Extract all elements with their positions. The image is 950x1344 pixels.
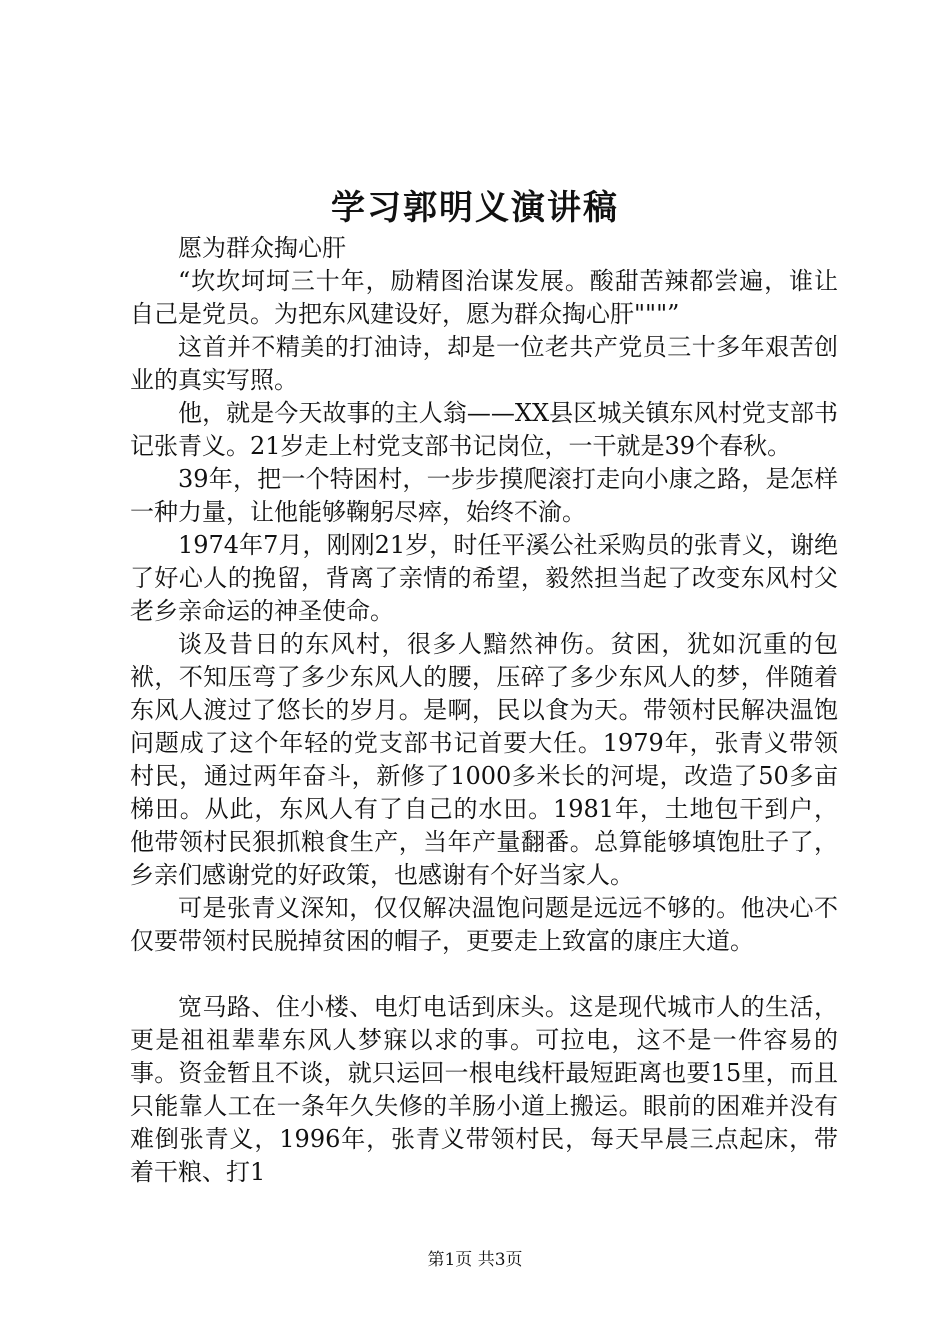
paragraph: “坎坎坷坷三十年，励精图治谋发展。酸甜苦辣都尝遍，谁让自己是党员。为把东风建设好，愿为群众掏心肝"""”: [130, 267, 838, 328]
paragraph: 愿为群众掏心肝: [178, 234, 346, 262]
document-body: [130, 232, 838, 1189]
document-title: 学习郭明义演讲稿: [331, 188, 619, 228]
paragraph: 他，就是今天故事的主人翁——XX县区城关镇东风村党支部书记张青义。21岁走上村党支部书记岗位，一干就是39个春秋。: [130, 399, 838, 460]
paragraph: 这首并不精美的打油诗，却是一位老共产党员三十多年艰苦创业的真实写照。: [130, 333, 838, 394]
page-number-footer: 第1页 共3页: [427, 1250, 523, 1270]
paragraph: 39年，把一个特困村，一步步摸爬滚打走向小康之路，是怎样一种力量，让他能够鞠躬尽瘁，始终不渝。: [130, 465, 838, 526]
paragraph: 谈及昔日的东风村，很多人黯然神伤。贫困，犹如沉重的包袱，不知压弯了多少东风人的腰，压碎了多少东风人的梦，伴随着东风人渡过了悠长的岁月。是啊，民以食为天。带领村民解决温饱问题成了这个年轻的党支部书记首要大任。1979年，张青义带领村民，通过两年奋斗，新修了1000多米长的河堤，改造了50多亩梯田。从此，东风人有了自己的水田。1981年，土地包干到户，他带领村民狠抓粮食生产，当年产量翻番。总算能够填饱肚子了，乡亲们感谢党的好政策，也感谢有个好当家人。: [130, 630, 838, 889]
paragraph: 1974年7月，刚刚21岁，时任平溪公社采购员的张青义，谢绝了好心人的挽留，背离了亲情的希望，毅然担当起了改变东风村父老乡亲命运的神圣使命。: [130, 531, 838, 625]
paragraph: 宽马路、住小楼、电灯电话到床头。这是现代城市人的生活，更是祖祖辈辈东风人梦寐以求的事。可拉电，这不是一件容易的事。资金暂且不谈，就只运回一根电线杆最短距离也要15里，而且只能靠人工在一条年久失修的羊肠小道上搬运。眼前的困难并没有难倒张青义，1996年，张青义带领村民，每天早晨三点起床，带着干粮、打1: [130, 993, 838, 1186]
paragraph: 可是张青义深知，仅仅解决温饱问题是远远不够的。他决心不仅要带领村民脱掉贫困的帽子，更要走上致富的康庄大道。: [130, 894, 838, 955]
